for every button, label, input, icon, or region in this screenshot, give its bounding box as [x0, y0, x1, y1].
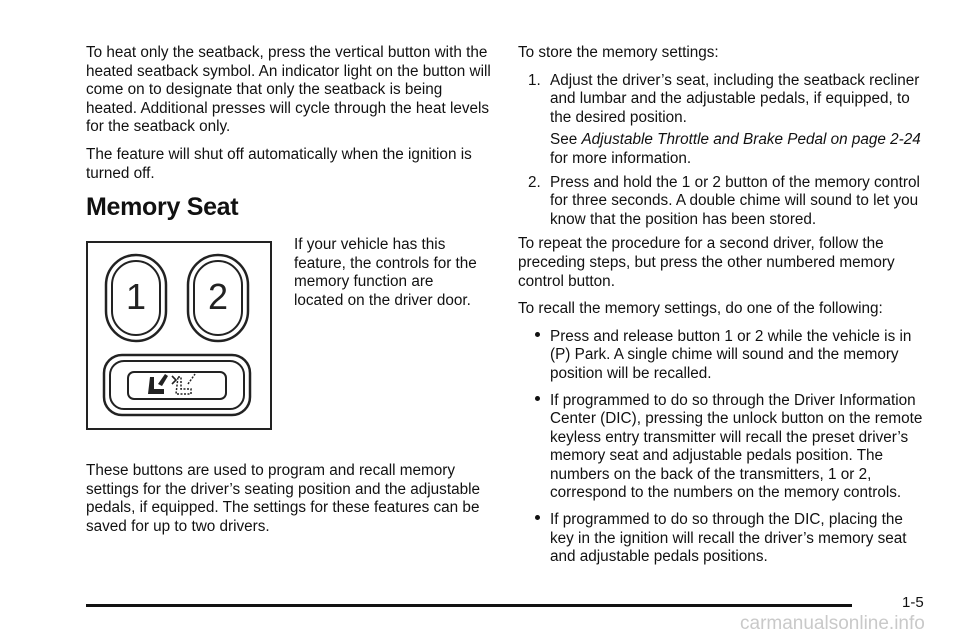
repeat-paragraph: To repeat the procedure for a second driver, follow the preceding steps, but press the other numbered memory control button.: [518, 235, 895, 290]
bullet-text: If programmed to do so through the DIC, placing the key in the ignition will recall the driver’s memory seat and adjustable pedals positions.: [550, 511, 907, 566]
list-item: [518, 72, 928, 128]
list-item: [518, 174, 928, 230]
memory-button-1: [106, 255, 166, 341]
see-reference-line: [550, 131, 928, 168]
step-number: 1.: [528, 71, 541, 89]
list-item: [518, 511, 928, 567]
memory-control-illustration: [86, 241, 272, 430]
memory-button-2: [188, 255, 248, 341]
see-suffix: for more information.: [550, 149, 692, 167]
store-heading: To store the memory settings:: [518, 44, 719, 61]
recall-heading: To recall the memory settings, do one of the following:: [518, 300, 883, 318]
list-item: [518, 392, 928, 504]
right-column: [518, 44, 928, 575]
page-number: 1-5: [902, 594, 924, 611]
step-text: Press and hold the 1 or 2 button of the memory control for three seconds. A double chime will sound to let you know that the position has been stored.: [550, 173, 920, 228]
bullet-text: If programmed to do so through the Driver Information Center (DIC), pressing the unlock button on the remote keyless entry transmitter will recall the preset driver’s memory seat and adjustable pedals position. The numbers on the back of the transmitters, 1 or 2, correspond to the numbers on the memory controls.: [550, 391, 923, 502]
recall-options-list: [518, 328, 928, 567]
step-text: Adjust the driver’s seat, including the seatback recliner and lumbar and the adjustable pedals, if equipped, to the desired position.: [550, 71, 920, 126]
section-title: Memory Seat: [86, 193, 239, 222]
button-2-label: 2: [207, 276, 229, 318]
figure-caption: [294, 236, 484, 310]
left-column: [86, 44, 496, 546]
step-number: 2.: [528, 173, 541, 191]
watermark: carmanualsonline.info: [740, 613, 925, 634]
figure-caption-text: If your vehicle has this feature, the controls for the memory function are located on the driver door.: [294, 236, 477, 309]
auto-shutoff-paragraph: The feature will shut off automatically when the ignition is turned off.: [86, 145, 472, 182]
memory-buttons-paragraph: These buttons are used to program and recall memory settings for the driver’s seating position and the adjustable pedals, if equipped. The settings for these features can be saved for up to two drivers.: [86, 462, 480, 535]
memory-controls-drawing: [88, 243, 270, 428]
see-prefix: See: [550, 131, 582, 149]
memory-seat-and-pedal-icon: [104, 355, 250, 415]
button-1-label: 1: [125, 276, 147, 318]
bullet-icon: [535, 332, 540, 337]
heated-seatback-paragraph: To heat only the seatback, press the vertical button with the heated seatback symbol. An indicator light on the button will come on to designate that only the seatback is being heated. Additional presses will cycle through the heat levels for the seatback only.: [86, 44, 491, 136]
footer-rule: [86, 604, 852, 607]
bullet-icon: [535, 396, 540, 401]
memory-control-figure-row: [86, 236, 496, 446]
bullet-icon: [535, 515, 540, 520]
step-see-reference: [518, 131, 928, 168]
bullet-text: Press and release button 1 or 2 while the vehicle is in (P) Park. A single chime will sound and the memory position will be recalled.: [550, 327, 912, 382]
cross-reference-link[interactable]: Adjustable Throttle and Brake Pedal on page 2-24: [581, 131, 921, 149]
store-steps-list: [518, 72, 928, 230]
list-item: [518, 328, 928, 384]
